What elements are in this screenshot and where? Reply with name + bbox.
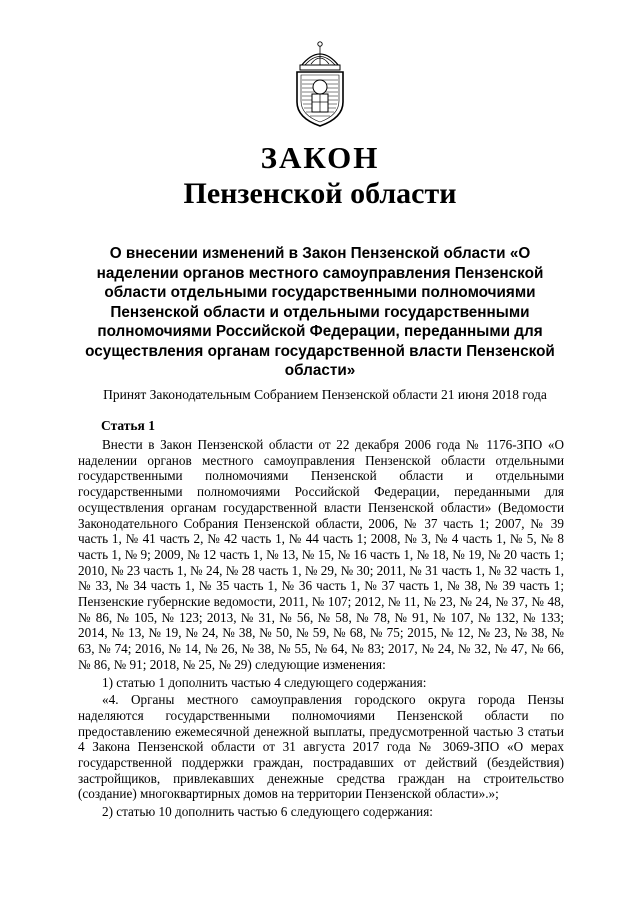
amendment-item-1: 1) статью 1 дополнить частью 4 следующего содержания:	[102, 674, 427, 690]
region-title: Пензенской области	[183, 177, 457, 210]
amendment-quote-1: «4. Органы местного самоуправления городского округа города Пензы наделяются государственными полномочиями Пензенской области по предоставлению ежемесячной денежной выплаты, предусмотренной частью 3 статьи 4 Закона Пензенской области от 31 августа 2017 года № 3069-ЗПО «О мерах государственной поддержки граждан, пострадавших от действий (бездействия) застройщиков, привлекавших денежные средства граждан на строительство (создание) многоквартирных домов на территории Пензенской области».»;	[78, 692, 564, 802]
law-heading: О внесении изменений в Закон Пензенской области «О наделении органов местного самоуправления Пензенской области отдельными государственными полномочиями Пензенской области и отдельными государственными полномочиями Российской Федерации, переданными для осуществления органам государственной власти Пензенской области»	[85, 245, 555, 379]
article-body	[78, 437, 564, 820]
article-intro-paragraph: Внести в Закон Пензенской области от 22 декабря 2006 года № 1176-ЗПО «О наделении органов местного самоуправления Пензенской области отдельными государственными полномочиями Пензенской области и отдельными государственными полномочиями Российской Федерации, переданными для осуществления органам государственной власти Пензенской области» (Ведомости Законодательного Собрания Пензенской области, 2006, № 37 часть 1; 2007, № 39 часть 1, № 41 часть 2, № 42 часть 1, № 44 часть 1; 2008, № 3, № 4 часть 1, № 5, № 8 часть 1, № 9; 2009, № 12 часть 1, № 13, № 15, № 16 часть 1, № 18, № 19, № 20 часть 1; 2010, № 23 часть 1, № 24, № 28 часть 1, № 29, № 30; 2011, № 31 часть 1, № 32 часть 1, № 33, № 34 часть 1, № 35 часть 1, № 36 часть 1, № 37 часть 1, № 38, № 39 часть 1; Пензенские губернские ведомости, 2011, № 107; 2012, № 11, № 23, № 24, № 37, № 48, № 86, № 105, № 123; 2013, № 31, № 56, № 58, № 78, № 91, № 107, № 132, № 133; 2014, № 13, № 19, № 24, № 38, № 50, № 59, № 68, № 75; 2015, № 12, № 23, № 38, № 63, № 74; 2016, № 14, № 26, № 38, № 55, № 64, № 83; 2017, № 24, № 32, № 47, № 66, № 86, № 91; 2018, № 25, № 29) следующие изменения:	[78, 437, 564, 672]
adoption-line: Принят Законодательным Собранием Пензенской области 21 июня 2018 года	[103, 387, 547, 402]
penza-coat-of-arms-icon	[287, 40, 353, 128]
document-type-title: ЗАКОН	[260, 140, 380, 175]
amendment-item-2: 2) статью 10 дополнить частью 6 следующего содержания:	[102, 804, 433, 820]
article-title: Статья 1	[101, 418, 155, 433]
